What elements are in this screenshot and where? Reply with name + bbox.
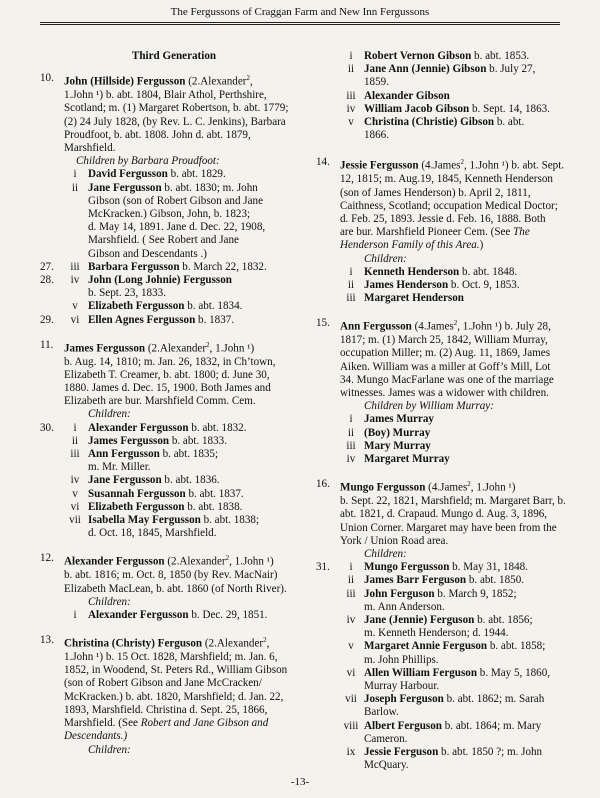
child-ref-number [40, 488, 62, 501]
child-ref-number: 31. [316, 561, 330, 574]
child-roman-numeral: v [72, 487, 78, 500]
child-details: b. abt. 1838; [200, 514, 260, 527]
child-entry [316, 116, 578, 129]
child-roman-numeral: ii [347, 278, 355, 291]
child-ref-number [316, 667, 338, 680]
child-roman-numeral: ii [347, 63, 355, 76]
entry-number: 10. [40, 72, 54, 85]
child-entry [40, 182, 308, 195]
child-entry [316, 63, 578, 76]
child-roman-numeral: iv [346, 613, 356, 626]
child-name: Allen William Ferguson [364, 666, 478, 679]
entry-12: 12. Alexander Fergusson (2.Alexander$^2$, 1.John ¹) b. abt. 1816; m. Oct. 8, 1850 (by Rev. MacNair) Elizabeth MacLean, b. abt. 1860 (of North River). Children: i Alexander Fergusson b. Dec. 29, 1851. [40, 552, 308, 622]
children-list [40, 422, 308, 541]
entry-11: 11. James Fergusson (2.Alexander$^2$, 1.John ¹) b. Aug. 14, 1810; m. Jan. 26, 1832, in Ch’town, Elizabeth T. Creamer, b. abt. 1800; d. June 30, 1880. James d. Dec. 15, 1900. Both James and Elizabeth are bur. Marshfield Comm. Cem. Children: 30. i Alexander Fergusson b. abt. 1832. ii James Fergusson b. abt. 1833. iii Ann Fergusson b. abt. 1835; m. Mr. Miller. iv Jane Fergusson b. abt. 1836. v Susannah Fergusson b. abt. 1837. vi Elizabeth Fergusson b. abt. 1838. vii Isabella May Fergusson b. abt. 1838; d. Oct. 18, 1845, Marshfield. [40, 339, 308, 541]
child-ref-number [40, 435, 62, 448]
child-entry [316, 279, 578, 292]
child-name: David Fergusson [88, 168, 168, 181]
child-ref-number [40, 182, 62, 195]
child-entry [316, 640, 578, 653]
child-ref-number [316, 440, 338, 453]
child-entry [316, 50, 578, 63]
child-roman-numeral: viii [343, 719, 359, 732]
children-label: Children: [364, 547, 407, 560]
child-ref-number [316, 50, 338, 63]
child-details: b. abt. 1832. [188, 421, 247, 434]
child-name: Elizabeth Fergusson [88, 500, 185, 513]
child-name: Margaret Murray [364, 453, 450, 466]
child-details: b. abt. 1862; m. Sarah [443, 693, 545, 706]
running-header: The Fergussons of Craggan Farm and New Inn Fergussons [40, 6, 560, 23]
child-name: Alexander Fergusson [88, 608, 189, 621]
child-ref-number [316, 427, 338, 440]
child-details-continued: McQuary. [364, 759, 409, 772]
child-ref-number: 27. [40, 260, 54, 273]
child-details: b. 1837. [195, 313, 235, 326]
child-roman-numeral: v [348, 116, 354, 129]
child-ref-number [316, 90, 338, 103]
child-details-continued: d. May 14, 1891. Jane d. Dec. 22, 1908, [88, 221, 266, 234]
child-name: Robert Vernon Gibson [364, 50, 472, 62]
child-details: b. abt. 1836. [161, 474, 220, 487]
child-name: Albert Ferguson [364, 719, 442, 732]
child-details: b. abt. 1864; m. Mary [441, 719, 542, 732]
person-name: Alexander Fergusson [64, 556, 165, 569]
child-details: b. May 5, 1860, [477, 666, 551, 679]
child-entry [316, 614, 578, 627]
child-name: Jessie Ferguson [364, 746, 439, 759]
child-details-continued: 1859. [364, 76, 389, 89]
child-ref-number [316, 116, 338, 129]
child-name: Mary Murray [364, 439, 431, 452]
child-roman-numeral: iv [346, 102, 356, 115]
child-details: b. Sept. 14, 1863. [469, 102, 550, 115]
child-entry [40, 261, 308, 274]
child-name: Barbara Fergusson [88, 260, 180, 273]
child-details: b. July 27, [486, 63, 536, 76]
child-roman-numeral: vii [345, 693, 357, 706]
child-ref-number [40, 448, 62, 461]
child-entry [316, 90, 578, 103]
child-roman-numeral: i [349, 50, 353, 62]
child-ref-number [316, 266, 338, 279]
child-roman-numeral: v [348, 640, 354, 653]
child-roman-numeral: vii [69, 514, 81, 527]
child-ref-number [40, 168, 62, 181]
left-column [40, 38, 308, 769]
child-roman-numeral: iii [346, 587, 356, 600]
child-name: Jane (Jennie) Ferguson [364, 613, 475, 626]
child-name: William Jacob Gibson [364, 102, 470, 115]
child-roman-numeral: ii [347, 574, 355, 587]
child-name: John (Long Johnie) Fergusson [88, 273, 232, 286]
person-name: James Fergusson [64, 342, 146, 355]
person-name: Jessie Fergusson [340, 160, 419, 173]
child-details: b. abt. 1850 ?; m. John [438, 746, 543, 759]
section-title: Third Generation [131, 50, 217, 62]
child-roman-numeral: iii [346, 292, 356, 305]
child-roman-numeral: i [73, 608, 77, 621]
child-details-continued: m. Mr. Miller. [88, 461, 151, 474]
child-entry [316, 693, 578, 706]
child-roman-numeral: iii [70, 260, 80, 273]
children-label: Children: [364, 252, 407, 265]
child-roman-numeral: vi [70, 313, 80, 326]
child-entry [40, 514, 308, 527]
child-ref-number [316, 103, 338, 116]
child-roman-numeral: iii [346, 439, 356, 452]
child-name: John Ferguson [364, 587, 435, 600]
child-details: b. abt. 1856; [474, 613, 533, 626]
child-details: b. abt. 1837. [185, 487, 244, 500]
child-name: Ellen Agnes Fergusson [88, 313, 196, 326]
child-name: Isabella May Fergusson [88, 514, 201, 527]
child-name: Elizabeth Fergusson [88, 300, 185, 313]
child-ref-number: 30. [40, 421, 54, 434]
child-details: b. abt. 1838. [184, 500, 243, 513]
child-details: b. abt. 1853. [471, 50, 530, 62]
child-entry [316, 746, 578, 759]
child-details-continued: Marshfield. ( See Robert and Jane [88, 234, 239, 247]
child-ref-number [316, 413, 338, 426]
child-entry [316, 292, 578, 305]
child-details: b. Dec. 29, 1851. [188, 608, 268, 621]
child-details-continued: m. Kenneth Henderson; d. 1944. [364, 627, 509, 640]
child-roman-numeral: v [72, 300, 78, 313]
child-name: Margaret Annie Ferguson [364, 640, 488, 653]
entry-14: 14. Jessie Fergusson (4.James$^2$, 1.John ¹) b. abt. Sept. 12, 1815; m. Aug.19, 1845, Kenneth Henderson (son of James Henderson) b. April 2, 1811, Caithness, Scotland; occupation Medical Doctor; d. Feb. 25, 1893. Jessie d. Feb. 16, 1888. Both are bur. Marshfield Pioneer Cem. (See The Henderson Family of this Area.) Children: i Kenneth Henderson b. abt. 1848. ii James Henderson b. Oct. 9, 1853. iii Margaret Henderson [316, 156, 578, 305]
child-entry [40, 474, 308, 487]
child-details: b. abt. 1834. [184, 300, 243, 313]
child-ref-number [40, 514, 62, 527]
child-roman-numeral: iii [70, 448, 80, 461]
children-list [316, 266, 578, 306]
header-rule [40, 24, 560, 25]
child-entry [40, 314, 308, 327]
child-details-continued: Cameron. [364, 732, 408, 745]
child-details-continued: m. John Phillips. [364, 653, 439, 666]
child-entry [316, 427, 578, 440]
entry-15: 15. Ann Fergusson (4.James$^2$, 1.John ¹) b. July 28, 1817; m. (1) March 25, 1842, William Murray, occupation Miller; m. (2) Aug. 11, 1869, James Aiken. William was a miller at Goff’s Mill, Lot 34. Mungo MacFarlane was one of the marriage witnesses. James was a widower with children. Children by William Murray: i James Murray ii (Boy) Murray iii Mary Murray iv Margaret Murray [316, 317, 578, 466]
entry-number: 13. [40, 634, 54, 647]
child-name: Ann Fergusson [88, 448, 160, 461]
child-roman-numeral: iii [346, 89, 356, 102]
children-list-continued [316, 50, 578, 142]
child-ref-number [316, 640, 338, 653]
children-label: Children: [88, 743, 131, 756]
entry-13: 13. Christina (Christy) Ferguson (2.Alexander$^2$, 1.John ¹) b. 15 Oct. 1828, Marshfield; m. Jan. 6, 1852, in Woodend, St. Peters Rd., William Gibson (son of Robert Gibson and Jane McCracken/ McKracken.) b. abt. 1820, Marshfield; d. Jan. 22, 1893, Marshfield. Christina d. Sept. 25, 1866, Marshfield. (See Robert and Jane Gibson and Descendants.) Children: [40, 634, 308, 757]
child-details: b. abt. 1833. [169, 434, 227, 447]
child-entry [40, 274, 308, 287]
child-name: James Barr Ferguson [364, 574, 467, 587]
child-details: b. Oct. 9, 1853. [448, 278, 520, 291]
child-name: Margaret Henderson [364, 292, 464, 305]
entry-10: 10. John (Hillside) Fergusson (2.Alexander$^2$, 1.John ¹) b. abt. 1804, Blair Athol, Perthshire, Scotland; m. (1) Margaret Robertson, b. abt. 1779; (2) 24 July 1828, (by Rev. L. C. Jenkins), Barbara Proudfoot, b. abt. 1808. John d. abt. 1879, Marshfield. Children by Barbara Proudfoot: i David Fergusson b. abt. 1829. ii Jane Fergusson b. abt. 1830; m. John Gibson (son of Robert Gibson and Jane McKracken.) Gibson, John, b. 1823; d. May 14, 1891. Jane d. Dec. 22, 1908, Marshfield. ( See Robert and Jane Gibson and Descendants .) 27. iii Barbara Fergusson b. March 22, 1832. 28. iv John (Long Johnie) Fergusson b. Sept. 23, 1833. v Elizabeth Fergusson b. abt. 1834. 29. vi Ellen Agnes Fergusson b. 1837. [40, 72, 308, 327]
child-details-continued: Murray Harbour. [364, 680, 440, 692]
child-name: Kenneth Henderson [364, 265, 460, 278]
child-details: b. March 22, 1832. [179, 260, 267, 273]
child-roman-numeral: iv [70, 273, 80, 286]
children-label: Children: [88, 408, 131, 421]
child-details-continued: d. Oct. 18, 1845, Marshfield. [88, 527, 217, 540]
child-entry [316, 440, 578, 453]
child-details-continued: McKracken.) Gibson, John, b. 1823; [88, 207, 251, 220]
child-ref-number [316, 720, 338, 733]
child-entry [316, 103, 578, 116]
child-roman-numeral: i [349, 561, 353, 574]
child-details: b. abt. 1848. [459, 265, 518, 278]
child-entry [316, 720, 578, 733]
child-entry [40, 422, 308, 435]
entry-number: 14. [316, 156, 330, 169]
child-ref-number [40, 501, 62, 514]
child-ref-number [40, 609, 62, 622]
children-list [40, 609, 308, 622]
child-roman-numeral: ii [71, 434, 79, 447]
person-name: Mungo Fergusson [340, 481, 426, 494]
entry-number: 16. [316, 478, 330, 491]
child-roman-numeral: ii [347, 426, 355, 439]
child-name: James Henderson [364, 278, 449, 291]
child-name: Jane Fergusson [88, 181, 162, 194]
child-roman-numeral: iv [70, 474, 80, 487]
child-name: (Boy) Murray [364, 426, 431, 439]
children-list [316, 561, 578, 772]
child-name: Joseph Ferguson [364, 693, 444, 706]
child-roman-numeral: i [73, 168, 77, 181]
children-list [40, 168, 308, 326]
child-name: James Fergusson [88, 434, 170, 447]
child-entry [40, 488, 308, 501]
child-entry [316, 588, 578, 601]
child-details: b. abt. 1850. [466, 574, 525, 587]
child-entry [316, 453, 578, 466]
child-entry [316, 266, 578, 279]
page-number: -13- [290, 776, 310, 788]
child-name: Jane Fergusson [88, 474, 162, 487]
child-details: b. abt. 1858; [487, 640, 546, 653]
child-roman-numeral: vi [346, 666, 356, 679]
child-entry [40, 609, 308, 622]
child-name: Susannah Fergusson [88, 487, 186, 500]
child-ref-number [316, 279, 338, 292]
child-roman-numeral: iv [346, 453, 356, 466]
child-details-continued: m. Ann Anderson. [364, 600, 445, 613]
child-ref-number [316, 292, 338, 305]
children-label: Children by Barbara Proudfoot: [76, 155, 220, 168]
child-details-continued: Barlow. [364, 706, 399, 719]
child-roman-numeral: vi [70, 500, 80, 513]
entry-16: 16. Mungo Fergusson (4.James$^2$, 1.John ¹) b. Sept. 22, 1821, Marshfield; m. Margaret Barr, b. abt. 1821, d. Crapaud. Mungo d. Aug. 3, 1896, Union Corner. Margaret may have been from the York / Union Road area. Children: 31. i Mungo Fergusson b. May 31, 1848. ii James Barr Ferguson b. abt. 1850. iii John Ferguson b. March 9, 1852; m. Ann Anderson. iv Jane (Jennie) Ferguson b. abt. 1856; m. Kenneth Henderson; d. 1944. v Margaret Annie Ferguson b. abt. 1858; m. John Phillips. vi Allen William Ferguson b. May 5, 1860, Murray Harbour. vii Joseph Ferguson b. abt. 1862; m. Sarah Barlow. viii Albert Ferguson b. abt. 1864; m. Mary Cameron. ix Jessie Ferguson b. abt. 1850 ?; m. John McQuary. [316, 478, 578, 772]
child-details-continued: b. Sept. 23, 1833. [88, 287, 166, 300]
child-name: Christina (Christie) Gibson [364, 116, 495, 129]
child-details: b. abt. 1830; m. John [161, 181, 258, 194]
child-ref-number [40, 474, 62, 487]
child-roman-numeral: ix [346, 746, 356, 759]
child-entry [316, 667, 578, 680]
child-entry [40, 501, 308, 514]
child-entry [316, 574, 578, 587]
child-details-continued: Gibson (son of Robert Gibson and Jane [88, 194, 264, 207]
child-entry [40, 168, 308, 181]
child-ref-number [316, 614, 338, 627]
child-entry [40, 300, 308, 313]
person-name: John (Hillside) Fergusson [64, 75, 186, 88]
child-entry [316, 413, 578, 426]
child-details: b. abt. 1835; [159, 448, 219, 461]
child-details-continued: 1866. [364, 129, 389, 142]
children-label: Children by William Murray: [364, 400, 494, 413]
person-name: Ann Fergusson [340, 321, 412, 334]
children-list [316, 413, 578, 466]
child-roman-numeral: i [73, 421, 77, 434]
child-ref-number [316, 746, 338, 759]
children-label: Children: [88, 595, 131, 608]
child-name: Alexander Fergusson [88, 421, 189, 434]
right-column [316, 38, 578, 784]
child-entry [316, 561, 578, 574]
person-name: Christina (Christy) Ferguson [64, 637, 203, 650]
child-ref-number: 28. [40, 273, 54, 286]
child-ref-number [316, 453, 338, 466]
child-entry [40, 448, 308, 461]
child-name: Alexander Gibson [364, 89, 450, 102]
child-details: b. March 9, 1852; [434, 587, 517, 600]
child-details: b. abt. 1829. [167, 168, 226, 181]
child-roman-numeral: ii [71, 181, 79, 194]
child-name: James Murray [364, 413, 434, 426]
child-roman-numeral: i [349, 265, 353, 278]
child-ref-number [316, 588, 338, 601]
child-ref-number [316, 574, 338, 587]
child-entry [40, 435, 308, 448]
child-ref-number [40, 300, 62, 313]
child-name: Mungo Fergusson [364, 561, 450, 574]
entry-number: 12. [40, 552, 54, 565]
child-ref-number [316, 693, 338, 706]
entry-number: 15. [316, 317, 330, 330]
child-details: b. abt. [494, 116, 525, 129]
child-roman-numeral: i [349, 413, 353, 426]
child-name: Jane Ann (Jennie) Gibson [364, 63, 487, 76]
child-ref-number: 29. [40, 313, 54, 326]
entry-number: 11. [40, 338, 54, 351]
child-details-continued: Gibson and Descendants .) [88, 247, 207, 260]
child-ref-number [316, 63, 338, 76]
child-details: b. May 31, 1848. [449, 561, 528, 574]
